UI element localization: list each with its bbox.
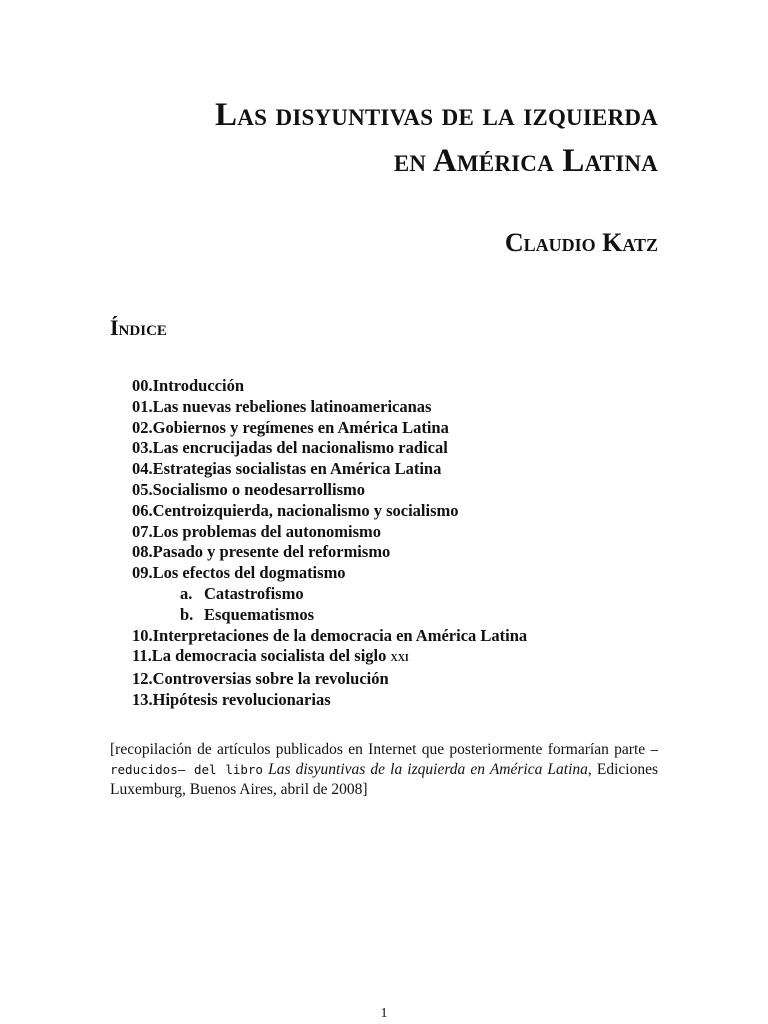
note-text-1: [recopilación de artículos publicados en Internet que posteriormente formarían parte xyxy=(110,741,651,758)
index-heading: Índice xyxy=(110,315,167,340)
toc-item xyxy=(132,646,527,669)
toc-subitem xyxy=(132,605,527,626)
toc-item: 08.Pasado y presente del reformismo xyxy=(132,542,391,562)
toc-subitem xyxy=(132,584,527,605)
toc-item: 01.Las nuevas rebeliones latinoamericanas xyxy=(132,396,432,416)
page-number: 1 xyxy=(380,1006,388,1021)
toc-item-label: 11.La democracia socialista del siglo xyxy=(132,646,391,666)
table-of-contents xyxy=(132,376,527,711)
author-name: Claudio Katz xyxy=(504,228,658,257)
toc-item: 02.Gobiernos y regímenes en América Latina xyxy=(132,417,449,437)
toc-subitem-letter: b. xyxy=(180,604,194,624)
toc-item: 09.Los efectos del dogmatismo xyxy=(132,563,346,583)
toc-item: 12.Controversias sobre la revolución xyxy=(132,669,389,689)
publication-note xyxy=(110,740,658,800)
toc-subitem-label: Catastrofismo xyxy=(204,583,304,603)
toc-item: 10.Interpretaciones de la democracia en América Latina xyxy=(132,625,528,645)
toc-item: 04.Estrategias socialistas en América Latina xyxy=(132,459,442,479)
note-text-2: —reducidos— del libro xyxy=(110,742,658,777)
title-line-2: en América Latina xyxy=(393,143,658,179)
title-line-1: Las disyuntivas de la izquierda xyxy=(215,97,658,133)
toc-item: 13.Hipótesis revolucionarias xyxy=(132,689,331,709)
toc-subitem-letter: a. xyxy=(180,583,193,603)
document-title xyxy=(98,92,658,184)
toc-item: 07.Los problemas del autonomismo xyxy=(132,521,382,541)
toc-subitem-label: Esquematismos xyxy=(204,604,315,624)
toc-item: 06.Centroizquierda, nacionalismo y socialismo xyxy=(132,500,459,520)
toc-item: 03.Las encrucijadas del nacionalismo radical xyxy=(132,438,448,458)
toc-item-century: xxi xyxy=(390,650,409,666)
toc-item: 00.Introducción xyxy=(132,376,245,395)
note-book-title: Las disyuntivas de la izquierda en América Latina xyxy=(268,761,588,778)
note-text-4: , Ediciones Luxemburg, Buenos Aires, abril de 2008] xyxy=(110,761,659,798)
toc-item: 05.Socialismo o neodesarrollismo xyxy=(132,479,365,499)
